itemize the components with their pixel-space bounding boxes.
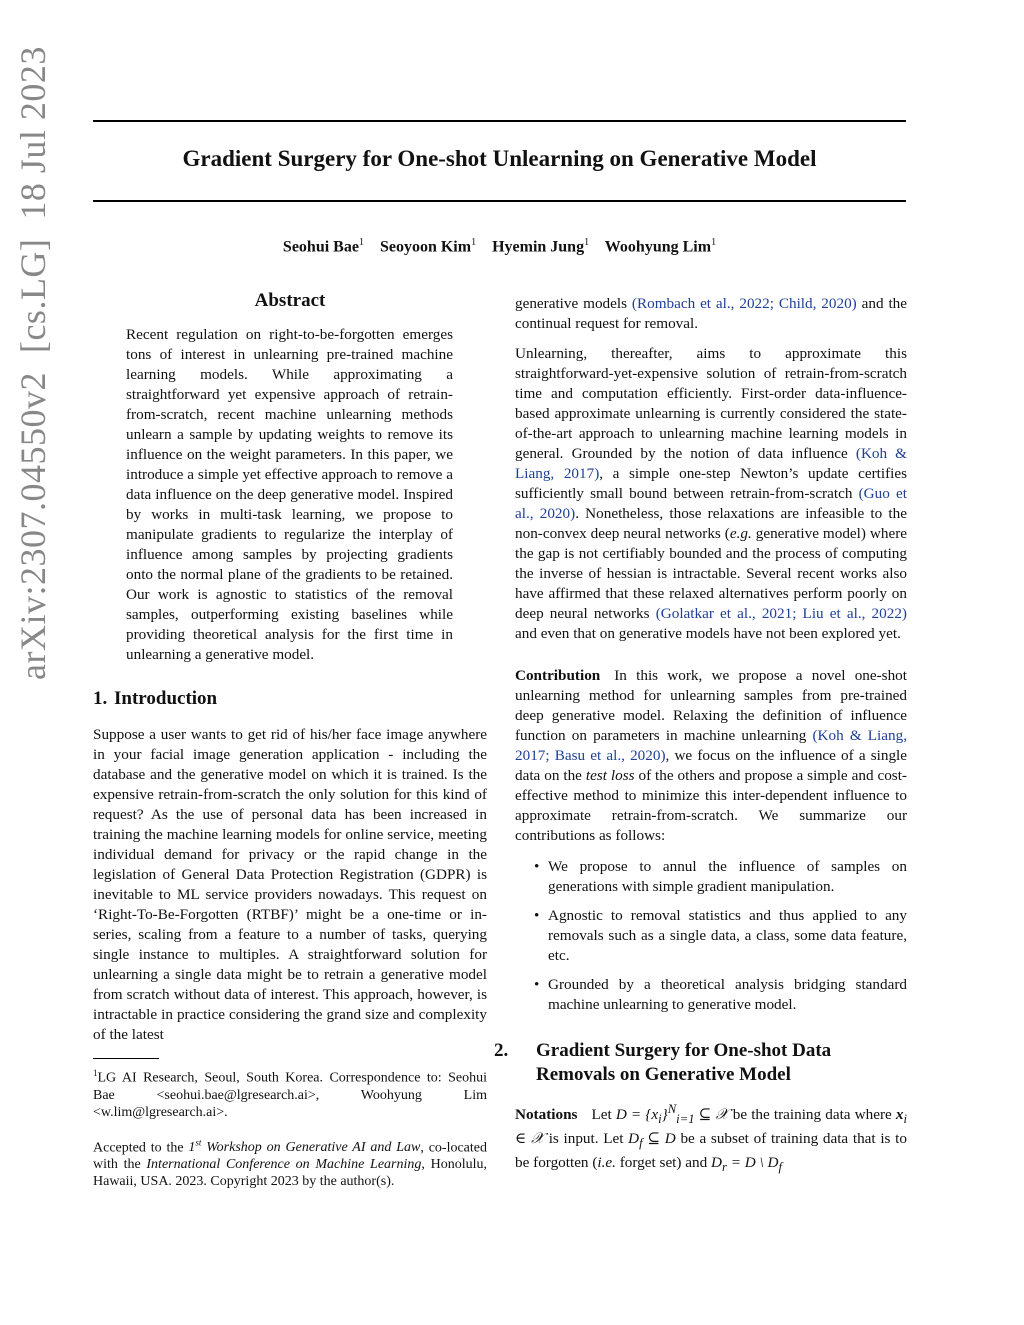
acceptance-note: Accepted to the 1st Workshop on Generative AI and Law, co-located with the International Conference on Machine Learning, Honolulu, Hawaii, USA. 2023. Copyright 2023 by the author(s).	[93, 1137, 487, 1190]
left-column	[93, 291, 487, 1190]
body-paragraph: generative models (Rombach et al., 2022; Child, 2020) and the continual request for removal.	[515, 295, 908, 332]
author-name: Woohyung Lim	[604, 238, 712, 256]
notations-paragraph: Notations Let $D = \{x_i\}^N_{i=1}$ ⊆ 𝒳 be the training data where $x_i$ ∈ 𝒳 is input. Let $D_f$ ⊆ D be a subset of training data that is to be forgotten (i.e. forget set) and $D_r = D$ \ $D_f$	[515, 1102, 907, 1175]
footnote-rule	[93, 1058, 159, 1059]
citation-link[interactable]: (Guo et al., 2020)	[515, 485, 907, 522]
citation-link[interactable]: (Koh & Liang, 2017; Basu et al., 2020)	[515, 727, 907, 764]
contribution-list	[515, 857, 907, 1015]
author-affiliation-mark: 1	[358, 237, 364, 248]
citation-link[interactable]: (Koh & Liang, 2017)	[515, 445, 907, 482]
section-heading-introduction	[93, 687, 487, 711]
author-affiliation-mark: 1	[471, 237, 477, 248]
paper-title: Gradient Surgery for One-shot Unlearning on Generative Model	[182, 146, 817, 171]
citation-link[interactable]: (Golatkar et al., 2021; Liu et al., 2022)	[655, 605, 907, 622]
section-number: 2.	[494, 1040, 509, 1061]
top-rule	[93, 120, 906, 122]
contribution-label: Contribution	[515, 667, 601, 684]
footnote-marker: 1	[93, 1068, 98, 1078]
footnote	[93, 1065, 487, 1190]
introduction-paragraph: Suppose a user wants to get rid of his/her face image anywhere in your facial image generation application - including the database and the generative model on which it is trained. Is the expensive retrain-from-scratch the only solution for this kind of request? As the use of personal data has been increased in training the machine learning models for online service, meeting individual demand for privacy or the rapid change in the legislation of General Data Protection Registration (GDPR) is inevitable to ML service providers nowadays. This request on ‘Right-To-Be-Forgotten (RTBF)’ might be a one-time or in-series, scaling from a feature to a number of tasks, querying single instance to multiples. A straightforward solution for unlearning a single data might be to retrain a generative model from scratch without data of interest. This approach, however, is intractable in practice considering the grand size and complexity of the latest	[93, 726, 487, 1043]
section-number: 1.	[93, 688, 108, 709]
author-name: Seohui Bae	[282, 238, 359, 256]
list-item: • Agnostic to removal statistics and thus applied to any removals such as a single data, a class, some data feature, etc.	[515, 906, 907, 966]
citation-link[interactable]: (Rombach et al., 2022; Child, 2020)	[631, 295, 857, 312]
footnote-affiliation: LG AI Research, Seoul, South Korea. Correspondence to: Seohui Bae <seohui.bae@lgresearch.ai>, Woohyung Lim <w.lim@lgresearch.ai>.	[93, 1070, 487, 1120]
list-item: • We propose to annul the influence of samples on generations with simple gradient manipulation.	[515, 857, 907, 897]
abstract-heading: Abstract	[254, 290, 326, 311]
title-bottom-rule	[93, 200, 906, 202]
author-name: Hyemin Jung	[492, 238, 585, 256]
notations-label: Notations	[515, 1106, 578, 1124]
list-item: • Grounded by a theoretical analysis bridging standard machine unlearning to generative model.	[515, 975, 907, 1015]
author-list	[93, 237, 906, 256]
arxiv-identifier: arXiv:2307.04550v2 [cs.LG] 18 Jul 2023	[13, 46, 53, 680]
author-affiliation-mark: 1	[584, 237, 590, 248]
body-paragraph: Unlearning, thereafter, aims to approximate this straightforward-yet-expensive solution of retrain-from-scratch time and computation efficiently. First-order data-influence-based approximate unlearning is currently considered the state-of-the-art approach to unlearning machine learning models in general. Grounded by the notion of data influence (Koh & Liang, 2017), a simple one-step Newton’s update certifies sufficiently small bound between retrain-from-scratch (Guo et al., 2020). Nonetheless, those relaxations are infeasible to the non-convex deep neural networks (e.g. generative model) where the gap is not certifiably bounded and the process of computing the inverse of hessian is intractable. Several recent works also have affirmed that these relaxed alternatives perform poorly on deep neural networks (Golatkar et al., 2021; Liu et al., 2022) and even that on generative models have not been explored yet.	[515, 345, 907, 642]
contribution-paragraph: Contribution In this work, we propose a novel one-shot unlearning method for unlearning samples from pre-trained deep generative model. Relaxing the definition of influence function on parameters in machine unlearning (Koh & Liang, 2017; Basu et al., 2020), we focus on the influence of a single data on the test loss of the others and propose a simple and cost-effective method to minimize this inter-dependent influence to approximate retrain-from-scratch. We summarize our contributions as follows:	[515, 667, 907, 844]
abstract-text: Recent regulation on right-to-be-forgotten emerges tons of interest in unlearning pre-trained machine learning models. While approximating a straightforward yet expensive approach of retrain-from-scratch, recent machine unlearning methods unlearn a sample by updating weights to remove its influence on the weight parameters. In this paper, we introduce a simple yet effective approach to remove a data influence on the deep generative model. Inspired by works in multi-task learning, we propose to manipulate gradients to regularize the interplay of influence among samples by projecting gradients onto the normal plane of the gradients to be retained. Our work is agnostic to statistics of the removal samples, outperforming existing baselines while providing theoretical analysis for the first time in unlearning a generative model.	[126, 326, 453, 663]
author-name: Seoyoon Kim	[379, 238, 472, 256]
author-affiliation-mark: 1	[711, 237, 717, 248]
section-title: Introduction	[114, 688, 218, 709]
section-heading-gradient-surgery	[494, 1039, 907, 1087]
section-title: Gradient Surgery for One-shot Data Removals on Generative Model	[536, 1040, 832, 1085]
right-column	[494, 294, 908, 1177]
